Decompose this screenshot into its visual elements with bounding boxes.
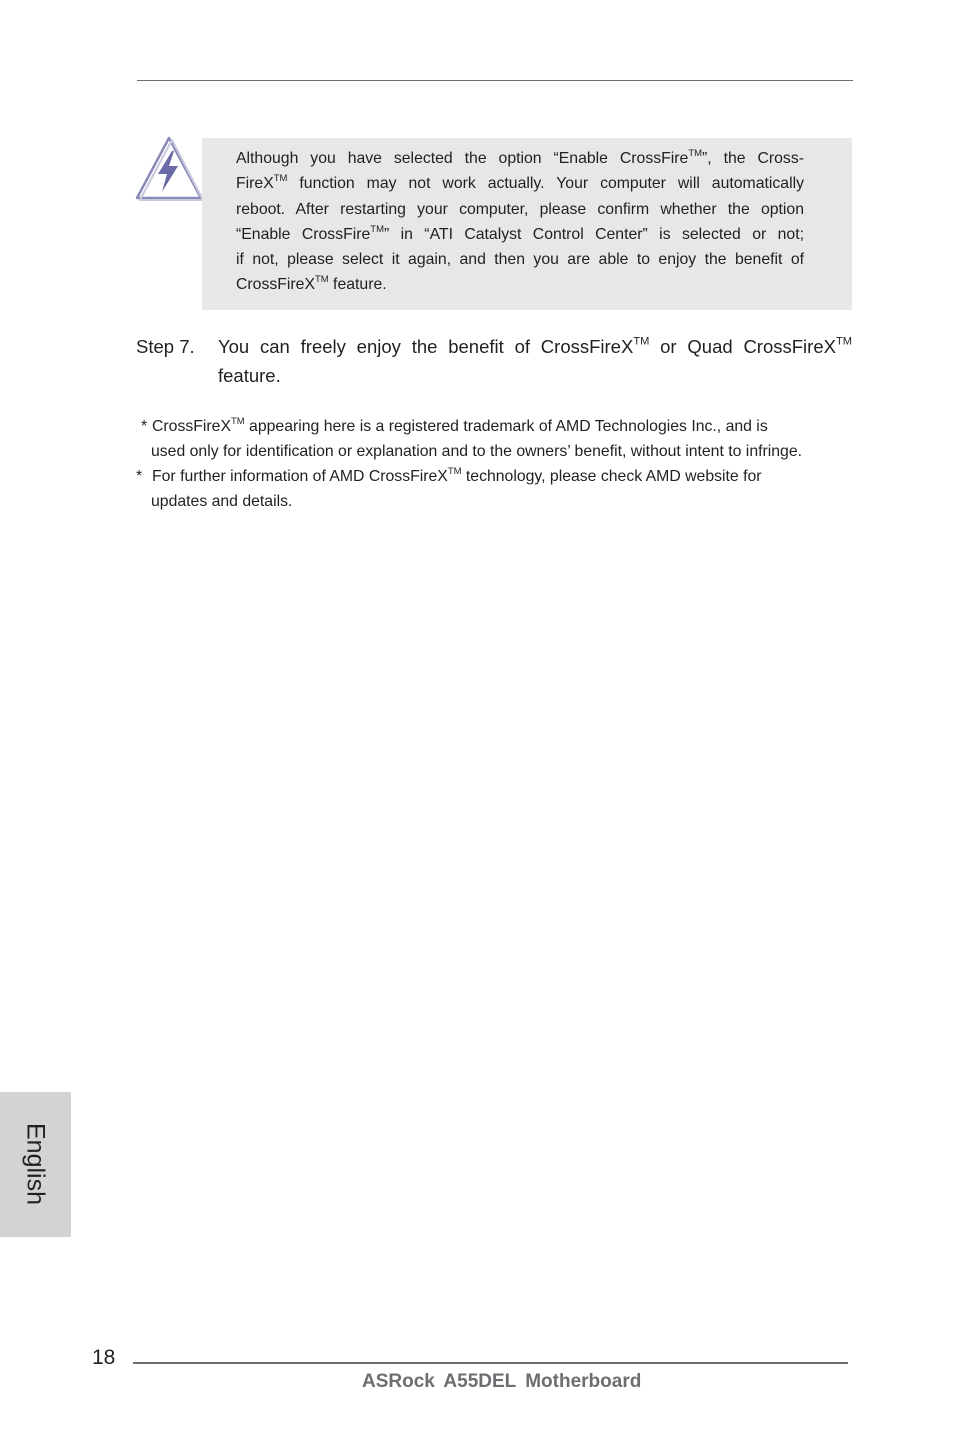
footer-rule xyxy=(133,1362,848,1364)
note-line: FireX™ function may not work actually. Your computer will automatically xyxy=(236,173,804,193)
warning-lightning-icon xyxy=(134,134,204,202)
language-side-tab xyxy=(0,1092,71,1237)
note-line: reboot. After restarting your computer, please confirm whether the option xyxy=(236,200,804,218)
footnote-more-info: * For further information of AMD CrossFireX™ technology, please check AMD website for updates and details. xyxy=(136,465,762,510)
language-label: English xyxy=(21,1123,50,1205)
warning-note-box xyxy=(202,138,852,310)
page-number: 18 xyxy=(92,1346,116,1369)
footer-title: ASRock A55DEL Motherboard xyxy=(362,1371,642,1392)
note-line: “Enable CrossFire™” in “ATI Catalyst Control Center” is selected or not; xyxy=(236,223,804,243)
note-line: Although you have selected the option “Enable CrossFire™”, the Cross- xyxy=(236,147,804,167)
warning-note-text xyxy=(236,146,804,298)
footnotes xyxy=(136,414,852,514)
header-rule xyxy=(137,80,853,81)
note-line: if not, please select it again, and then you are able to enjoy the benefit of xyxy=(236,251,804,269)
note-line: CrossFireX™ feature. xyxy=(236,274,387,294)
footnote-trademark: * CrossFireX™ appearing here is a registered trademark of AMD Technologies Inc., and is used only for identification or explanation and to the owners’ benefit, without intent to infringe. xyxy=(141,415,803,460)
step-text: You can freely enjoy the benefit of CrossFireX™ or Quad CrossFireX™ feature. xyxy=(218,335,852,386)
step-label: Step 7. xyxy=(136,336,195,357)
